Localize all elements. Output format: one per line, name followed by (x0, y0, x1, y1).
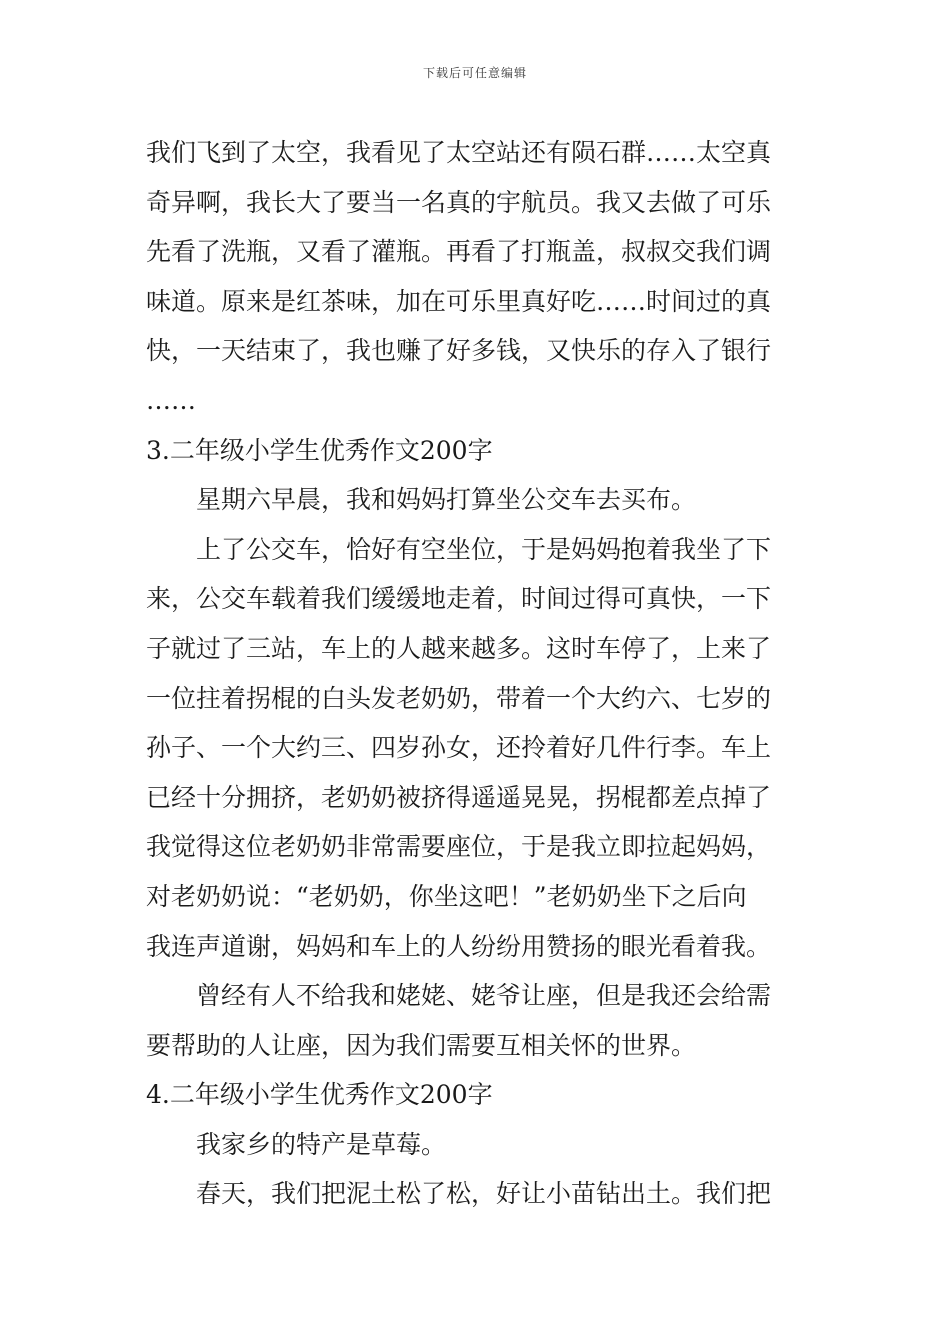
text-line: 要帮助的人让座，因为我们需要互相关怀的世界。 (146, 1030, 697, 1060)
text-line: 子就过了三站，车上的人越来越多。这时车停了，上来了 (146, 633, 772, 663)
text-line: 快，一天结束了，我也赚了好多钱，又快乐的存入了银行 (146, 336, 772, 366)
text-line: 味道。原来是红茶味，加在可乐里真好吃……时间过的真 (146, 286, 772, 316)
text-line: 4.二年级小学生优秀作文200字 (146, 1080, 493, 1110)
text-line: 我们飞到了太空，我看见了太空站还有陨石群……太空真 (146, 138, 772, 167)
text-line: 我连声道谢，妈妈和车上的人纷纷用赞扬的眼光看着我。 (146, 931, 772, 961)
text-line: 先看了洗瓶，又看了灌瓶。再看了打瓶盖，叔叔交我们调 (146, 237, 772, 267)
text-line: 3.二年级小学生优秀作文200字 (146, 435, 493, 465)
page-header: 下载后可任意编辑 (422, 66, 527, 80)
text-line: 星期六早晨，我和妈妈打算坐公交车去买布。 (196, 485, 697, 515)
text-line: 对老奶奶说：“老奶奶，你坐这吧！”老奶奶坐下之后向 (146, 881, 747, 911)
text-line: 曾经有人不给我和姥姥、姥爷让座，但是我还会给需 (196, 981, 772, 1011)
text-line: 春天，我们把泥土松了松，好让小苗钻出土。我们把 (196, 1179, 772, 1209)
document-body (146, 128, 810, 1219)
text-line: 我家乡的特产是草莓。 (196, 1129, 447, 1159)
text-line: 孙子、一个大约三、四岁孙女，还拎着好几件行李。车上 (146, 733, 772, 763)
text-line: 一位拄着拐棍的白头发老奶奶，带着一个大约六、七岁的 (146, 683, 772, 713)
text-line: 上了公交车，恰好有空坐位，于是妈妈抱着我坐了下 (196, 534, 772, 564)
text-line: 我觉得这位老奶奶非常需要座位，于是我立即拉起妈妈， (146, 832, 772, 862)
text-line: 奇异啊，我长大了要当一名真的宇航员。我又去做了可乐 (146, 187, 772, 217)
text-line: 已经十分拥挤，老奶奶被挤得遥遥晃晃，拐棍都差点掉了 (146, 782, 772, 812)
text-line: 来，公交车载着我们缓缓地走着，时间过得可真快，一下 (146, 584, 772, 614)
text-line: …… (146, 385, 196, 415)
